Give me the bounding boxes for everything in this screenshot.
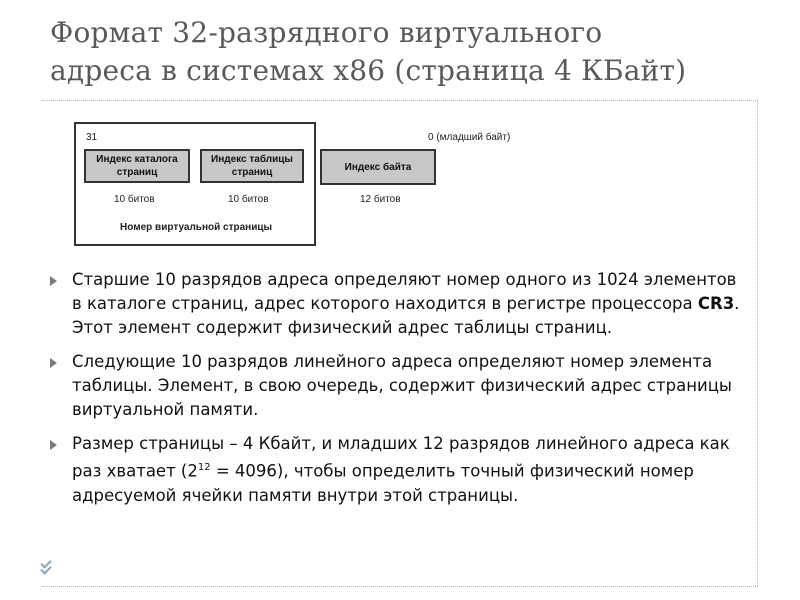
slide-title-line-1: Формат 32-разрядного виртуального [50,16,603,49]
bullet-item [48,268,748,340]
bullet-1-text: Старшие 10 разрядов адреса определяют номер одного из 1024 элементов в каталоге страниц, адрес которого находится в регистре процессора [72,270,737,313]
page-table-bits: 10 битов [228,194,269,205]
page-directory-index-field [84,149,190,183]
bullet-triangle-icon [50,440,57,450]
bullet-triangle-icon [50,358,57,368]
bullet-item [48,350,748,422]
slide-title [50,14,770,90]
byte-index-field [320,149,436,185]
bullet-3-text: Размер страницы – 4 Кбайт, и младших 12 разрядов линейного адреса как раз хватает (2 [72,434,730,481]
page-directory-index-line-2: страниц [116,167,158,178]
page-table-index-field [200,149,304,183]
bullet-1-text-end: . Этот элемент содержит физический адрес таблицы страниц. [72,294,740,337]
slide-title-line-2: адреса в системах x86 (страница 4 КБайт) [50,54,687,87]
bit-0-label: 0 (младший байт) [428,132,511,143]
bullet-list [48,268,748,518]
bullet-3-text-end: = 4096), чтобы определить точный физический номер адресуемой ячейки памяти внутри этой страницы. [72,461,694,505]
byte-index-bits: 12 битов [360,194,401,205]
page-table-index-line-2: страниц [231,167,273,178]
right-guide-line [757,100,758,586]
exponent: 12 [197,462,211,473]
title-underline [42,100,758,101]
bullet-item [48,432,748,508]
bullet-triangle-icon [50,276,57,286]
bit-31-label: 31 [86,132,98,143]
page-table-index-line-1: Индекс таблицы [211,154,293,165]
byte-index-label: Индекс байта [344,161,412,173]
bullet-2-text: Следующие 10 разрядов линейного адреса определяют номер элемента таблицы. Элемент, в свою очередь, содержит физический адрес страницы виртуальной памяти. [72,352,732,419]
virtual-page-number-label: Номер виртуальной страницы [120,222,273,233]
cr3-register: CR3 [697,294,735,313]
bottom-guide-line [42,586,758,587]
page-directory-index-line-1: Индекс каталога [96,154,178,165]
page-directory-bits: 10 битов [114,194,155,205]
address-format-diagram [74,122,524,248]
